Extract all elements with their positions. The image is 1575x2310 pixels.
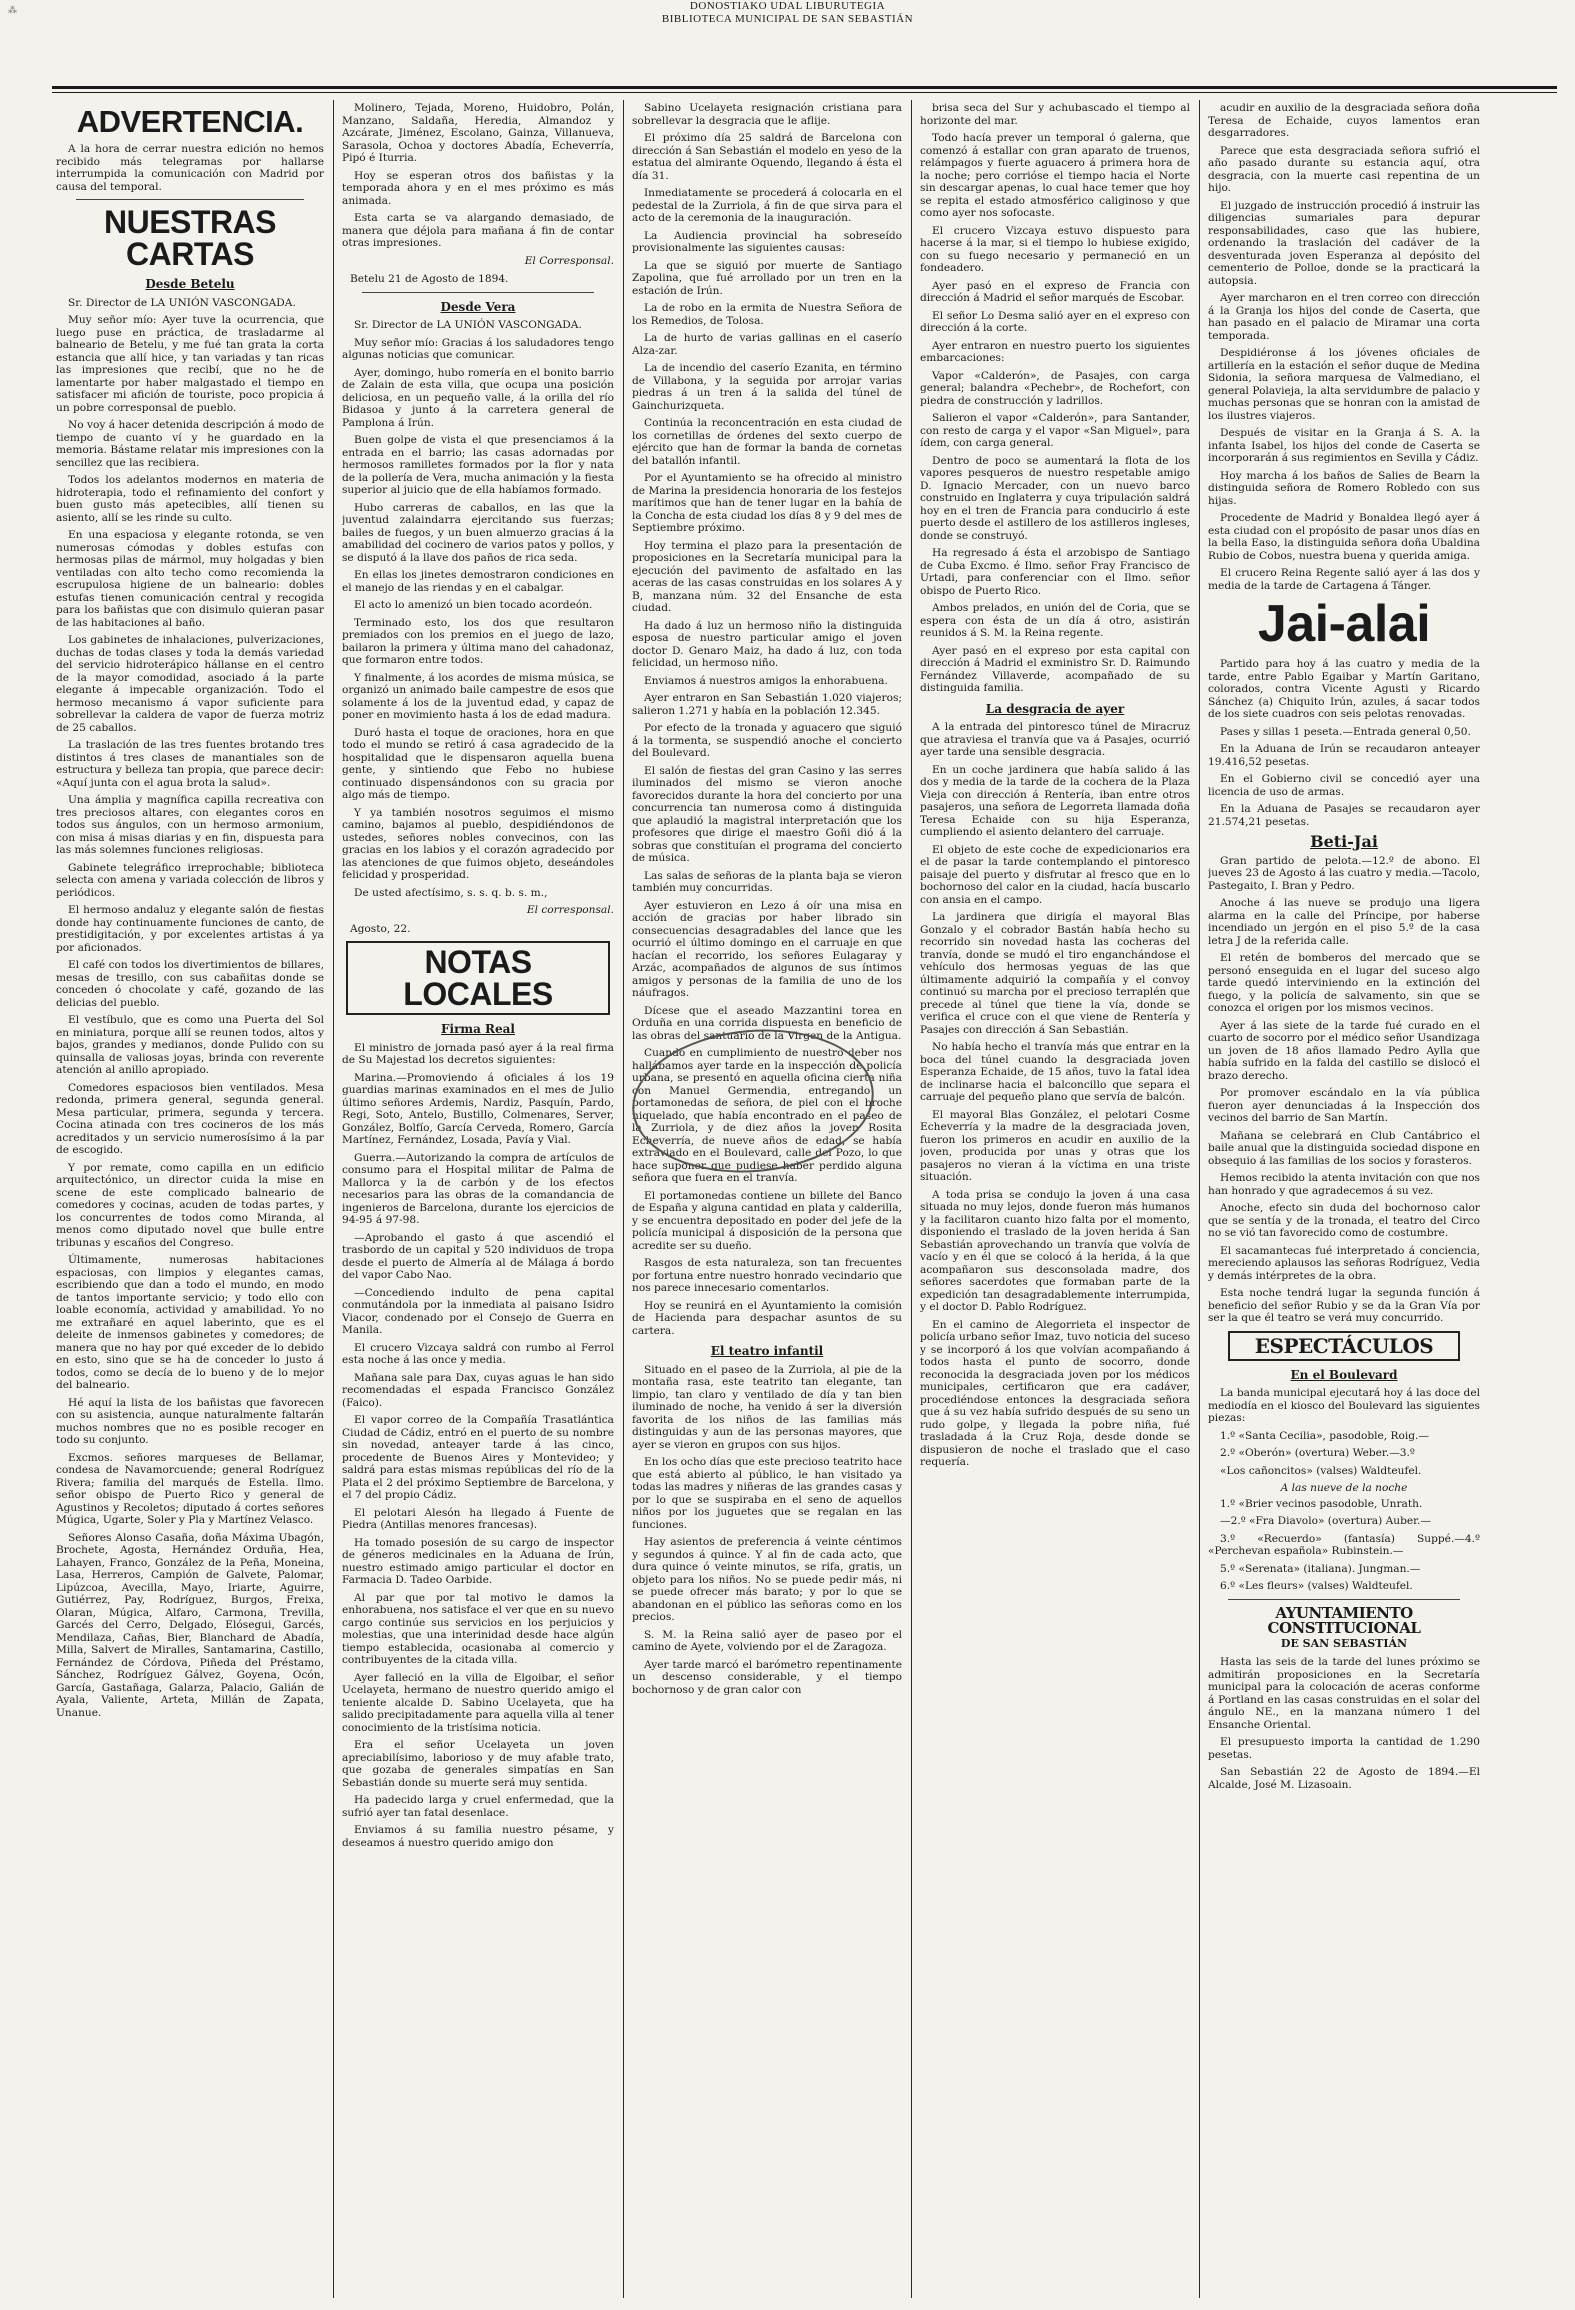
paragraph: Los gabinetes de inhalaciones, pulverizaciones, duchas de todas clases y toda la demás variedad del servicio hidroterápico hállanse en el centro de la mayor comodidad, asociado á la parte elegante á impecable organización. Todo el hermoso mecanismo á vapor suficiente para sobrellevar la caldera de vapor de fuerza motriz de 25 caballos. [56, 634, 324, 734]
paragraph: La banda municipal ejecutará hoy á las doce del mediodía en el kiosco del Boulevard las siguientes piezas: [1208, 1387, 1480, 1424]
program-line: —2.º «Fra Diavolo» (overtura) Auber.— [1220, 1515, 1431, 1527]
paragraph: Ayer pasó en el expreso por esta capital con dirección á Madrid el exministro Sr. D. Raimundo Fernández Villaverde, acompañado de su distinguida familia. [920, 644, 1190, 694]
paragraph: El retén de bomberos del mercado que se personó enseguida en el lugar del suceso algo tarde quedó interviniendo en la extinción del fuego, y la policía de salvamento, sin que se conozca el origen por los mismos vecinos. [1208, 952, 1480, 1014]
paragraph: —Aprobando el gasto á que ascendió el trasbordo de un capital y 520 individuos de tropa desde el puerto de Almería al de Málaga á bordo del vapor Cabo Nao. [342, 1231, 614, 1281]
program-line: 1.º «Santa Cecilia», pasodoble, Roig.— [1220, 1429, 1430, 1442]
paragraph: Hé aquí la lista de los bañistas que favorecen con su asistencia, aunque naturalmente faltarán muchos nombres que no es posible recoger en todo su conjunto. [56, 1396, 324, 1446]
letter-greeting: Sr. Director de LA UNIÓN VASCONGADA. [68, 296, 296, 309]
paragraph: En el Gobierno civil se concedió ayer una licencia de uso de armas. [1208, 773, 1480, 798]
jai-alai-title: Jai-alai [1257, 595, 1431, 653]
paragraph: El hermoso andaluz y elegante salón de fiestas donde hay continuamente funciones de canto, de prestidigitación, y por excelentes artistas á ya por aficionados. [56, 904, 324, 954]
paragraph: En los ocho días que este precioso teatrito hace que está abierto al público, le han visitado ya todas las madres y niñeras de las grandes casas y por lo que se suspiraba en el seno de aquellos niños por los juguetes que se regalan en las funciones. [632, 1456, 902, 1531]
paragraph: Marina.—Promoviendo á oficiales á los 19 guardias marinas examinados en el mes de Julio último señores Ardemis, Nardiz, Pasquín, Pardo, Regi, Soto, Antelo, Bustillo, Colmenares, Server, González, Bolfío, García Cerveda, Romero, García Martínez, Fernández, Losada, Pavía y Vial. [342, 1071, 614, 1146]
paragraph: Ayer tarde marcó el barómetro repentinamente un descenso considerable, y el tiempo bochornoso y de gran calor con [632, 1658, 902, 1696]
paragraph: La que se siguió por muerte de Santiago Zapolina, que fué arrollado por un tren en la estación de Irún. [632, 259, 902, 297]
program-line: 2.º «Oberón» (overtura) Weber.—3.º [1220, 1447, 1415, 1459]
dateline: Agosto, 22. [350, 922, 411, 935]
paragraph: El café con todos los divertimientos de billares, mesas de tresillo, con sus cabañitas donde se conceden ó chocolate y café, gozando de las delicias del pueblo. [56, 959, 324, 1009]
paragraph: Las salas de señoras de la planta baja se vieron también muy concurridas. [632, 869, 902, 894]
paragraph: Esta noche tendrá lugar la segunda función á beneficio del señor Rubio y se da la Gran Vía por ser la que él teatro se verá muy concurrido. [1208, 1287, 1480, 1324]
paragraph: El salón de fiestas del gran Casino y las serres iluminados del mismo se vieron anoche favorecidos durante la hora del concierto por una concurrencia tan numerosa como á distinguida que aplaudió la magistral interpretación que los profesores que dirige el maestro Goñi dió á la sobras que constituían el programa del concierto de música. [632, 764, 902, 864]
heading-teatro-infantil: El teatro infantil [710, 1344, 824, 1358]
paragraph: El sacamantecas fué interpretado á conciencia, mereciendo aplausos las señoras Rodríguez, Vedia y demás intérpretes de la obra. [1208, 1244, 1480, 1282]
column-3 [632, 102, 902, 2297]
paragraph: El crucero Reina Regente salió ayer á las dos y media de la tarde de Cartagena á Tánger. [1208, 567, 1480, 592]
paragraph: Situado en el paseo de la Zurriola, al pie de la montaña rasa, este teatrito tan elegante, tan limpio, tan claro y ventilado de día y tan bien iluminado de noche, ha venido á ser la diversión favorita de los niños de las familias más distinguidas y aun de las personas mayores, que ayer se vieron en grupos con sus hijos. [632, 1363, 902, 1451]
paragraph: Señores Alonso Casaña, doña Máxima Ubagón, Brochete, Agosta, Hernández Orduña, Hea, Lahayen, Franco, González de la Peña, Moneina, Lasa, Herreros, Campión de Galvete, Palomar, Lipúzcoa, Avecilla, Mayo, Iriarte, Aguirre, Gutiérrez, Pay, Rodríguez, Burgos, Freixa, Olaran, Múgica, Alfaro, Carmona, Trevilla, Garcés del Cerro, Delgado, Elósegui, Garcés, Mendilaza, Cañas, Bier, Blanchard de Abadía, Milla, Salvert de Miralles, Santamarina, Castillo, Fernández de Córdova, Piñeda del Préstamo, Sánchez, Rodríguez Gálvez, Goyena, Ocón, García, Gastañaga, Galarza, Palacio, Galián de Ayala, Valiente, Arteta, Millán de Zapata, Unanue. [56, 1531, 324, 1719]
paragraph: Ayer á las siete de la tarde fué curado en el cuarto de socorro por el médico señor Usandizaga un joven de 18 años llamado Pedro Aylla que había sufrido en la falda del castillo se dislocó el brazo derecho. [1208, 1019, 1480, 1082]
paragraph: brisa seca del Sur y achubascado el tiempo al horizonte del mar. [920, 102, 1190, 127]
paragraph: Duró hasta el toque de oraciones, hora en que todo el mundo se retiró á casa agradecido de la hospitalidad que le dispensaron aquella buena gente, y sintiendo que Febo no hubiese continuado dispensándonos con su gracia por algo más de tiempo. [342, 726, 614, 801]
paragraph: acudir en auxilio de la desgraciada señora doña Teresa de Echaide, cuyos lamentos eran desgarradores. [1208, 102, 1480, 139]
program-line: 3.º «Recuerdo» (fantasía) Suppé.—4.º «Perchevan española» Rubinstein.— [1208, 1532, 1480, 1557]
divider [362, 292, 594, 293]
paragraph: El juzgado de instrucción procedió á instruir las diligencias sumariales para depurar responsabilidades, caso que las hubiere, ordenando la traslación del cadáver de la desventurada joven Esperanza al depósito del cementerio de Polloe, donde se la practicará la autopsia. [1208, 199, 1480, 287]
paragraph: Vapor «Calderón», de Pasajes, con carga general; balandra «Pechebr», de Rochefort, con piedra de construcción y ladrillos. [920, 369, 1190, 407]
paragraph: Parece que esta desgraciada señora sufrió el año pasado durante su estancia aquí, otra desgracia, con la muerte casi repentina de un hijo. [1208, 144, 1480, 194]
header-rule-thin [52, 92, 1557, 93]
paragraph: Guerra.—Autorizando la compra de artículos de consumo para el Hospital militar de Palma de Mallorca y la de carbón y de los efectos necesarios para las obras de la comandancia de ingenieros de Barcelona, durante los ejercicios de 94-95 á 97-98. [342, 1151, 614, 1226]
paragraph: Ayer falleció en la villa de Elgoibar, el señor Ucelayeta, hermano de nuestro querido amigo el teniente alcalde D. Sabino Ucelayeta, que ha salido precipitadamente para aquella villa al tener conocimiento de la tristísima noticia. [342, 1671, 614, 1734]
paragraph: Ayer marcharon en el tren correo con dirección á la Granja los hijos del conde de Caserta, que han pasado en el palacio de Miramar una corta temporada. [1208, 292, 1480, 342]
paragraph: El acto lo amenizó un bien tocado acordeón. [354, 599, 593, 611]
paragraph: Ambos prelados, en unión del de Coria, que se espera con ésta de un día á otro, asistirán reunidos á S. M. la Reina regente. [920, 602, 1190, 639]
paragraph: Ha regresado á ésta el arzobispo de Santiago de Cuba Excmo. é Ilmo. señor Fray Francisco de Urtadi, para conferenciar con el Ilmo. señor obispo de Puerto Rico. [920, 547, 1190, 597]
dateline: Betelu 21 de Agosto de 1894. [350, 273, 509, 285]
paragraph: Terminado esto, los dos que resultaron premiados con los premios en el juego de lazo, bailaron la primera y última mano del cahadonaz, que formaron entre todos. [342, 616, 614, 666]
night-heading: A las nueve de la noche [1280, 1482, 1408, 1494]
ayuntamiento-subtitle: DE SAN SEBASTIÁN [1280, 1636, 1408, 1650]
section-title-nuestras-cartas: NUESTRAS CARTAS [103, 204, 276, 272]
paragraph: El crucero Vizcaya saldrá con rumbo al Ferrol esta noche á las once y media. [342, 1341, 614, 1366]
paragraph: Hoy termina el plazo para la presentación de proposiciones en la Secretaría municipal para la ejecución del pavimento de asfaltado en las aceras de las casas construidas en los solares A y B, manzana núm. 32 del Ensanche de esta ciudad. [632, 539, 902, 614]
paragraph: Anoche, efecto sin duda del bochornoso calor que se sentía y de la tronada, el teatro del Circo no se vió tan favorecido como de costumbre. [1208, 1202, 1480, 1239]
paragraph: Por el Ayuntamiento se ha ofrecido al ministro de Marina la presidencia honoraria de los festejos marítimos que han de tener lugar en la bahía de la Concha de esta ciudad los días 8 y 9 del mes de Septiembre próximo. [632, 472, 902, 534]
paragraph: Después de visitar en la Granja á S. A. la infanta Isabel, los hijos del conde de Caserta se incorporarán á sus regimientos en Sevilla y Cádiz. [1208, 427, 1480, 464]
divider [1228, 1599, 1460, 1600]
paragraph: A toda prisa se condujo la joven á una casa situada no muy lejos, donde fueron más humanos y la facilitaron cuanto hizo falta por el momento, disponiendo el traslado de la joven herida á San Sebastián aprovechando un tranvía que volvía de vacío y en él que se colocó á la herida, á la que acompañaron sus desconsolada madre, dos señores sacerdotes que formaban parte de la expedición tan desagradablemente interrumpida, y el doctor D. Pablo Rodríguez. [920, 1188, 1190, 1313]
scan-corner-mark: ⁂ [8, 6, 17, 16]
paragraph: El ministro de jornada pasó ayer á la real firma de Su Majestad los decretos siguientes: [342, 1041, 614, 1066]
column-2 [342, 102, 614, 2297]
column-divider [911, 100, 912, 2298]
paragraph: Hoy se reunirá en el Ayuntamiento la comisión de Hacienda para despachar asuntos de su cartera. [632, 1299, 902, 1337]
paragraph: Ayer entraron en San Sebastián 1.020 viajeros; salieron 1.271 y había en la población 12.345. [632, 692, 902, 717]
paragraph: Y por remate, como capilla en un edificio arquitectónico, un director cuida la mise en scene de este complicado balneario de comedores y cocinas, acuden de todas partes, y los concurrentes de todos como Miranda, al menos como diputado novel que bulle entre tribunas y escaños del Congreso. [56, 1161, 324, 1249]
column-4 [920, 102, 1190, 2297]
divider [76, 199, 304, 200]
paragraph: El vestíbulo, que es como una Puerta del Sol en miniatura, porque allí se reunen todos, altos y bajos, grandes y medianos, donde Pulido con su quinsalla de valiosas joyas, brinda con reverente atención al anillo apropiado. [56, 1014, 324, 1076]
paragraph: Molinero, Tejada, Moreno, Huidobro, Polán, Manzano, Saldaña, Heredia, Almandoz y Azcárate, Jiménez, Escolano, Gainza, Villanueva, Sarasola, Ochoa y doctores Abadía, Echeverría, Pipó é Iturria. [342, 102, 614, 164]
paragraph: Ha dado á luz un hermoso niño la distinguida esposa de nuestro particular amigo el joven doctor D. Genaro Maiz, ha dado á luz, con toda felicidad, un hermoso niño. [632, 619, 902, 669]
paragraph: En ellas los jinetes demostraron condiciones en el manejo de las riendas y en el cabalgar. [342, 569, 614, 594]
heading-firma-real: Firma Real [441, 1022, 515, 1036]
letter-heading-betelu: Desde Betelu [145, 277, 235, 291]
paragraph: Dícese que el aseado Mazzantini torea en Orduña en una corrida dispuesta en beneficio de las obras del santuario de la Virgen de la Antigua. [632, 1004, 902, 1042]
paragraph: En la Aduana de Irún se recaudaron anteayer 19.416,52 pesetas. [1208, 743, 1480, 768]
signature: El corresponsal. [526, 904, 614, 916]
column-1 [56, 102, 324, 2297]
paragraph: Hemos recibido la atenta invitación con que nos han honrado y que agradecemos á su vez. [1208, 1172, 1480, 1197]
paragraph: Inmediatamente se procederá á colocarla en el pedestal de la Zurriola, á fin de que sirva para el acto de la ceremonia de la inauguración. [632, 187, 902, 224]
paragraph: Y ya también nosotros seguimos el mismo camino, bajamos al pueblo, despidiéndonos de ustedes, señores nobles convecinos, con las gracias en los labios y el corazón agradecido por las atenciones de que fuimos objeto, deseándoles felicidad y prosperidad. [342, 806, 614, 881]
paragraph: Ayer, domingo, hubo romería en el bonito barrio de Zalain de esta villa, que ocupa una posición deliciosa, en un pequeño valle, á la orilla del río Bidasoa y junto á la carretera general de Pamplona á Irún. [342, 366, 614, 429]
advert-text: A la hora de cerrar nuestra edición no hemos recibido más telegramas por hallarse interrumpida la comunicación con Madrid por causa del temporal. [56, 143, 324, 193]
paragraph: Todos los adelantos modernos en materia de hidroterapia, todo el refinamiento del confort y buen gusto más apetecibles, allí tienen su asiento, allí se les rinde su culto. [56, 474, 324, 524]
paragraph: Gran partido de pelota.—12.º de abono. El jueves 23 de Agosto á las cuatro y media.—Tacolo, Pastegaito, I. Bran y Pedro. [1208, 854, 1480, 892]
paragraph: S. M. la Reina salió ayer de paseo por el camino de Ayete, volviendo por el de Zaragoza. [632, 1628, 902, 1653]
paragraph: La de incendio del caserío Ezanita, en término de Villabona, y la seguida por arrojar varias piedras á un tren á la salida del túnel de Gainchurizqueta. [632, 362, 902, 412]
paragraph: San Sebastián 22 de Agosto de 1894.—El Alcalde, José M. Lizasoain. [1208, 1766, 1480, 1791]
paragraph: Cuando en cumplimiento de nuestro deber nos hallábamos ayer tarde en la inspección de policía urbana, se presentó en aquella oficina cierta niña con Manuel Germendia, entregando un portamonedas de señora, de piel con el broche niquelado, que había encontrado en el paseo de la Zurriola, y de diez años la joven Rosita Echeverría, de nueve años de edad, se había extraviado en el Boulevard, calle del Pozo, lo que hace suponer que pudiese haber perdido alguna señora que fuera en el tranvía. [632, 1047, 902, 1184]
paragraph: El objeto de este coche de expedicionarios era el de pasar la tarde contemplando el pintoresco paisaje del puerto y disfrutar al fresco que en lo bochornoso del calor en la ciudad, hacía buscarlo con ansia en el campo. [920, 843, 1190, 906]
paragraph: Salieron el vapor «Calderón», para Santander, con resto de carga y el vapor «San Miguel», para ídem, con carga general. [920, 412, 1190, 449]
column-divider [1199, 100, 1200, 2298]
paragraph: La de robo en la ermita de Nuestra Señora de los Remedios, de Tolosa. [632, 302, 902, 327]
program-line: 6.º «Les fleurs» (valses) Waldteufel. [1220, 1580, 1413, 1592]
paragraph: Hoy marcha á los baños de Salies de Bearn la distinguida señora de Romero Robledo con sus hijas. [1208, 469, 1480, 507]
paragraph: Buen golpe de vista el que presenciamos á la entrada en el barrio; las casas adornadas por hermosos ramilletes formados por la flor y nata de la pollería de Vera, mucha animación y la fiesta superior al juicio que de ella habíamos formado. [342, 434, 614, 496]
program-night [1208, 1498, 1480, 1593]
paragraph: Dentro de poco se aumentará la flota de los vapores pesqueros de nuestro respetable amigo D. Ignacio Mercader, con un nuevo barco construido en Inglaterra y cuya tripulación saldrá hoy en el tren de Francia para conducirlo á este puerto desde el astillero de los astilleros ingleses, donde se construyó. [920, 454, 1190, 542]
paragraph: El próximo día 25 saldrá de Barcelona con dirección á San Sebastián el modelo en yeso de la estatua del almirante Oquendo, llegando á ésta el día 31. [632, 132, 902, 182]
paragraph: Muy señor mío: Ayer tuve la ocurrencia, que luego puse en práctica, de trasladarme al balneario de Betelu, y me fué tan grata la corta estancia que allí hice, y tan variadas y tan ricas las impresiones que recibí, que no he de lamentarte por haber malgastado el tiempo en satisfacer mi afición de touriste, poco propicia á un pobre corresponsal de pueblo. [56, 314, 324, 414]
paragraph: Hasta las seis de la tarde del lunes próximo se admitirán proposiciones en la Secretaría municipal para la colocación de aceras conforme á Portland en las casas construidas en el solar del ángulo NE., en la manzana número 1 del Ensanche Oriental. [1208, 1656, 1480, 1731]
paragraph: Procedente de Madrid y Bonaldea llegó ayer á esta ciudad con el propósito de pasar unos días en la bella Easo, la distinguida señora doña Ubaldina Rubio de Cobos, nuestra buena y querida amiga. [1208, 512, 1480, 562]
letter-heading-vera: Desde Vera [440, 299, 516, 314]
paragraph: La traslación de las tres fuentes brotando tres distintos á tres clases de manantiales son de estructura y belleza tan propia, que parece decir: «Aquí junta con el agua brota la salud». [56, 739, 324, 789]
paragraph: Por efecto de la tronada y aguacero que siguió á la tormenta, se suspendió anoche el concierto del Boulevard. [632, 722, 902, 759]
column-5 [1208, 102, 1480, 2297]
paragraph: En el camino de Alegorrieta el inspector de policía urbano señor Imaz, tuvo noticia del suceso y se incorporó á los que volvían acompañando á todos hasta el punto de socorro, donde reconocida la desgraciada joven por los médicos municipales, certificaron que era cadáver, procediéndose entonces la desgraciada señora que á su vez había sufrido después de su seno un rudo golpe, y llegada la pobre niña, fué trasladada á la Cruz Roja, desde donde se dispusieron de noche el traslado que el caso requería. [920, 1318, 1190, 1468]
paragraph: Pases y sillas 1 peseta.—Entrada general 0,50. [1220, 725, 1471, 738]
paragraph: En una espaciosa y elegante rotonda, se ven numerosas cómodas y dobles estufas con hermosas pilas de mármol, muy holgadas y bien ventiladas con alto techo como recomienda la escrupulosa higiene de un balneario: dobles estufas tienen comunicación central y recogida para los bañistas que con disimulo quieran pasar de las habitaciones al baño. [56, 529, 324, 629]
paragraph: Gabinete telegráfico irreprochable; biblioteca selecta con amena y variada colección de libros y periódicos. [56, 861, 324, 899]
beti-jai-title: Beti-Jai [1310, 832, 1378, 851]
heading-desgracia: La desgracia de ayer [985, 701, 1125, 716]
paragraph: Rasgos de esta naturaleza, son tan frecuentes por fortuna entre nuestro honrado vecindario que nos parece innecesario comentarlos. [632, 1257, 902, 1294]
paragraph: Enviamos á nuestros amigos la enhorabuena. [644, 674, 888, 687]
boulevard-heading: En el Boulevard [1290, 1367, 1398, 1382]
paragraph: Excmos. señores marqueses de Bellamar, condesa de Navamorcuende; general Rodríguez Rivera; familia del marqués de Estella. Ilmo. señor obispo de Puerto Rico y general de Agustinos y Recoletos; diputado á cortes señores Múgica, Ugarte, Soler y Pla y Martínez Velasco. [56, 1451, 324, 1526]
paragraph: La Audiencia provincial ha sobreseído provisionalmente las siguientes causas: [632, 229, 902, 254]
paragraph: No voy á hacer detenida descripción á modo de tiempo de cuanto ví y he guardado en la memoria. Bástame relatar mis impresiones con la sencillez que las recibiera. [56, 419, 324, 469]
paragraph: Ayer entraron en nuestro puerto los siguientes embarcaciones: [920, 339, 1190, 364]
paragraph: El señor Lo Desma salió ayer en el expreso con dirección á la corte. [920, 309, 1190, 334]
paragraph: Partido para hoy á las cuatro y media de la tarde, entre Pablo Egaibar y Martín Garitano, colorados, contra Vicente Agusti y Ricardo Sánchez (a) Chiquito Irún, azules, á sacar todos de los siete cuadros con seis pelotas renovadas. [1208, 658, 1480, 720]
library-name-spanish: BIBLIOTECA MUNICIPAL DE SAN SEBASTIÁN [661, 13, 914, 25]
header-rule-thick [52, 86, 1557, 89]
paragraph: Despidiéronse á los jóvenes oficiales de artillería en la estación el señor duque de Medina Sidonia, la señora marquesa de Valmediano, el general Polavieja, la alta servidumbre de palacio y muchas personas que se honran con la amistad de los ilustres viajeros. [1208, 347, 1480, 422]
paragraph: La jardinera que dirigía el mayoral Blas Gonzalo y el cobrador Bastán había hecho su recorrido sin novedad hasta las cocheras del tranvía, donde se mudó el tiro enganchándose el vehículo dos hermosas yeguas de las que últimamente adquirió la compañía y el convoy continuó su marcha por el precioso terraplén que precede al túnel que tiene la vía, donde se verifica el cruce con el que viene de Rentería y Pasajes con dirección á San Sebastián. [920, 911, 1190, 1036]
paragraph: Enviamos á su familia nuestro pésame, y deseamos á nuestro querido amigo don [342, 1824, 614, 1849]
paragraph: El vapor correo de la Compañía Trasatlántica Ciudad de Cádiz, entró en el puerto de su nombre sin novedad, anteayer tarde á las cinco, procedente de Buenos Aires y Montevideo; y saldrá para estas mismas repúblicas del río de la Plata el 2 del próximo Septiembre de Barcelona, y el 7 del propio Cádiz. [342, 1414, 614, 1501]
paragraph: El presupuesto importa la cantidad de 1.290 pesetas. [1208, 1736, 1480, 1761]
paragraph: De usted afectísimo, s. s. q. b. s. m., [354, 886, 548, 899]
program-line: «Los cañoncitos» (valses) Waldteufel. [1220, 1464, 1422, 1477]
column-divider [623, 100, 624, 2298]
paragraph: Últimamente, numerosas habitaciones espaciosas, con limpios y elegantes camas, escribiendo que dan a todo el mundo, en modo de tantos importante servicio; y todo ello con loable economía, actividad y amabilidad. Yo no me extrañaré en aquel laberinto, que es el deleite de inmensos gabinetes y comedores; de manera que no hay por qué exceder de lo debido en esto, sino que se ha de conceder lo justo á todos, como se decía de lo bueno y de lo mejor del balneario. [56, 1254, 324, 1391]
paragraph: Sabino Ucelayeta resignación cristiana para sobrellevar la desgracia que le aflije. [632, 102, 902, 127]
library-name-basque: DONOSTIAKO UDAL LIBURUTEGIA [689, 0, 886, 12]
paragraph: En un coche jardinera que había salido á las dos y media de la tarde de la cochera de la Plaza Vieja con dirección á Rentería, iban entre otros pasajeros, una señora de Legorreta llamada doña Teresa Echaide con su hija Esperanza, cumpliendo el asiento delantero del carruaje. [920, 763, 1190, 838]
paragraph: Al par que por tal motivo le damos la enhorabuena, nos satisface el ver que en su nuevo cargo continúe sus servicios en los perjuicios y molestias, que una interinidad desde hace algún tiempo establecida, ocasionaba al comercio y contribuyentes de la citada villa. [342, 1591, 614, 1666]
paragraph: Hoy se esperan otros dos bañistas y la temporada ahora y en el mes próximo es más animada. [342, 169, 614, 207]
paragraph: Hay asientos de preferencia á veinte céntimos y segundos á quince. Y al fin de cada acto, que dura quince ó veinte minutos, se rifa, gratis, un objeto para los niños. No se puede pedir más, ni se puede ofrecer más barato; y por lo que se abandonan en el público las señoras como en los precios. [632, 1536, 902, 1623]
signature: El Corresponsal. [524, 254, 614, 267]
advert-title: ADVERTENCIA. [76, 104, 304, 139]
section-title-notas-locales: NOTAS LOCALES [403, 944, 553, 1012]
paragraph: Muy señor mío: Gracias á los saludadores tengo algunas noticias que comunicar. [342, 336, 614, 361]
paragraph: Anoche á las nueve se produjo una ligera alarma en la calle del Príncipe, por haberse incendiado un jergón en el piso 5.º de la casa letra J de la referida calle. [1208, 897, 1480, 947]
paragraph: Esta carta se va alargando demasiado, de manera que déjola para mañana á fin de contar otras impresiones. [342, 212, 614, 249]
program-line: 5.º «Serenata» (italiana). Jungman.— [1220, 1562, 1421, 1575]
paragraph: Era el señor Ucelayeta un joven apreciabilísimo, laborioso y de muy afable trato, que gozaba de generales simpatías en San Sebastián donde su muerte será muy sentida. [342, 1739, 614, 1789]
ayuntamiento-title: AYUNTAMIENTO CONSTITUCIONAL [1267, 1603, 1421, 1637]
paragraph: Mañana se celebrará en Club Cantábrico el baile anual que la distinguida sociedad dispone en obsequio á las familias de los socios y forasteros. [1208, 1129, 1480, 1167]
paragraph: Por promover escándalo en la vía pública fueron ayer denunciadas á la Inspección dos vecinos del barrio de San Martín. [1208, 1087, 1480, 1124]
paragraph: Hubo carreras de caballos, en las que la juventud zalaindarra ejercitando sus fuerzas; bailes de fuegos, y un buen almuerzo gracias á la amabilidad del cocinero de varios patos y pollos, y se disputó á la llave dos paños de rica seda. [342, 501, 614, 564]
paragraph: El crucero Vizcaya estuvo dispuesto para hacerse á la mar, si el tiempo lo hubiese exigido, con su fuego necesario y permaneció en un fondeadero. [920, 224, 1190, 274]
espectaculos-title: ESPECTÁCULOS [1254, 1333, 1434, 1358]
letter-greeting: Sr. Director de LA UNIÓN VASCONGADA. [354, 319, 582, 331]
paragraph: En la Aduana de Pasajes se recaudaron ayer 21.574,21 pesetas. [1208, 803, 1480, 828]
paragraph: —Concediendo indulto de pena capital conmutándola por la inmediata al paisano Isidro Viacor, condenado por el Consejo de Guerra en Manila. [342, 1286, 614, 1336]
paragraph: El pelotari Alesón ha llegado á Fuente de Piedra (Antillas menores francesas). [342, 1506, 614, 1531]
paragraph: No había hecho el tranvía más que entrar en la boca del túnel cuando la desgraciada joven Esperanza Echaide, de 15 años, tuvo la fatal idea de inclinarse hacia el balconcillo que separa el carruaje del pequeño plano que servía de balcón. [920, 1041, 1190, 1103]
paragraph: Comedores espaciosos bien ventilados. Mesa redonda, primera general, segunda general. Mesa particular, primera, segunda y tercera. Cocina atinada con tres cocineros de los más acreditados y un servicio numerosísimo á la par de escogido. [56, 1081, 324, 1156]
paragraph: El portamonedas contiene un billete del Banco de España y alguna cantidad en plata y calderilla, y se encuentra depositado en poder del jefe de la policía municipal á disposición de la persona que acredite ser su dueño. [632, 1189, 902, 1252]
paragraph: A la entrada del pintoresco túnel de Miracruz que atraviesa el tranvía que va á Pasajes, ocurrió ayer tarde una sensible desgracia. [920, 721, 1190, 758]
program-line: 1.º «Brier vecinos pasodoble, Unrath. [1220, 1497, 1423, 1510]
paragraph: La de hurto de varias gallinas en el caserío Alza-zar. [632, 332, 902, 357]
program-day [1208, 1430, 1480, 1478]
column-divider [333, 100, 334, 2298]
library-masthead [0, 0, 1575, 40]
paragraph: Continúa la reconcentración en esta ciudad de los cornetillas de órdenes del sexto cuerpo de ejército que han de formar la banda de cornetas del batallón infantil. [632, 417, 902, 467]
paragraph: Ayer pasó en el expreso de Francia con dirección á Madrid el señor marqués de Escobar. [920, 279, 1190, 304]
paragraph: Una ámplia y magnífica capilla recreativa con tres preciosos altares, con elegantes coros en todos sus ángulos, con un hermoso armonium, con misa á misas diarias y en fin, dispuesta para las más solemnes funciones religiosas. [56, 794, 324, 856]
paragraph: Ha tomado posesión de su cargo de inspector de géneros medicinales en la Aduana de Irún, nuestro estimado amigo particular el doctor en Farmacia D. Tadeo Oarbide. [342, 1536, 614, 1586]
paragraph: El mayoral Blas González, el pelotari Cosme Echeverría y la madre de la desgraciada joven, fueron los primeros en acudir en auxilio de la joven, producida por unas y otras que los pasajeros no vieran á la víctima en una triste situación. [920, 1108, 1190, 1183]
paragraph: Ha padecido larga y cruel enfermedad, que la sufrió ayer tan fatal desenlace. [342, 1794, 614, 1819]
paragraph: Ayer estuvieron en Lezo á oír una misa en acción de gracias por haber librado sin consecuencias desagradables del lance que les ocurrió el último domingo en el carruaje en que hacían el recorrido, los señores Eulagaray y Arzác, acompañados de algunos de sus íntimos amigos y personas de la familia de uno de los náufragos. [632, 899, 902, 999]
paragraph: Todo hacía prever un temporal ó galerna, que comenzó á estallar con gran aparato de truenos, relámpagos y fuerte aguacero á primera hora de la noche; pero corrióse el tiempo hacia el Norte sin descargar apenas, lo cual hace temer que hoy se repita el estado atmosférico caliginoso y que como ayer nos sofocaste. [920, 132, 1190, 219]
paragraph: Mañana sale para Dax, cuyas aguas le han sido recomendadas el espada Francisco González (Faico). [342, 1371, 614, 1409]
paragraph: Y finalmente, á los acordes de misma música, se organizó un animado baile campestre de esos que solamente á los de la juventud edad, y capaz de poner en movimiento hasta á los de edad madura. [342, 671, 614, 721]
